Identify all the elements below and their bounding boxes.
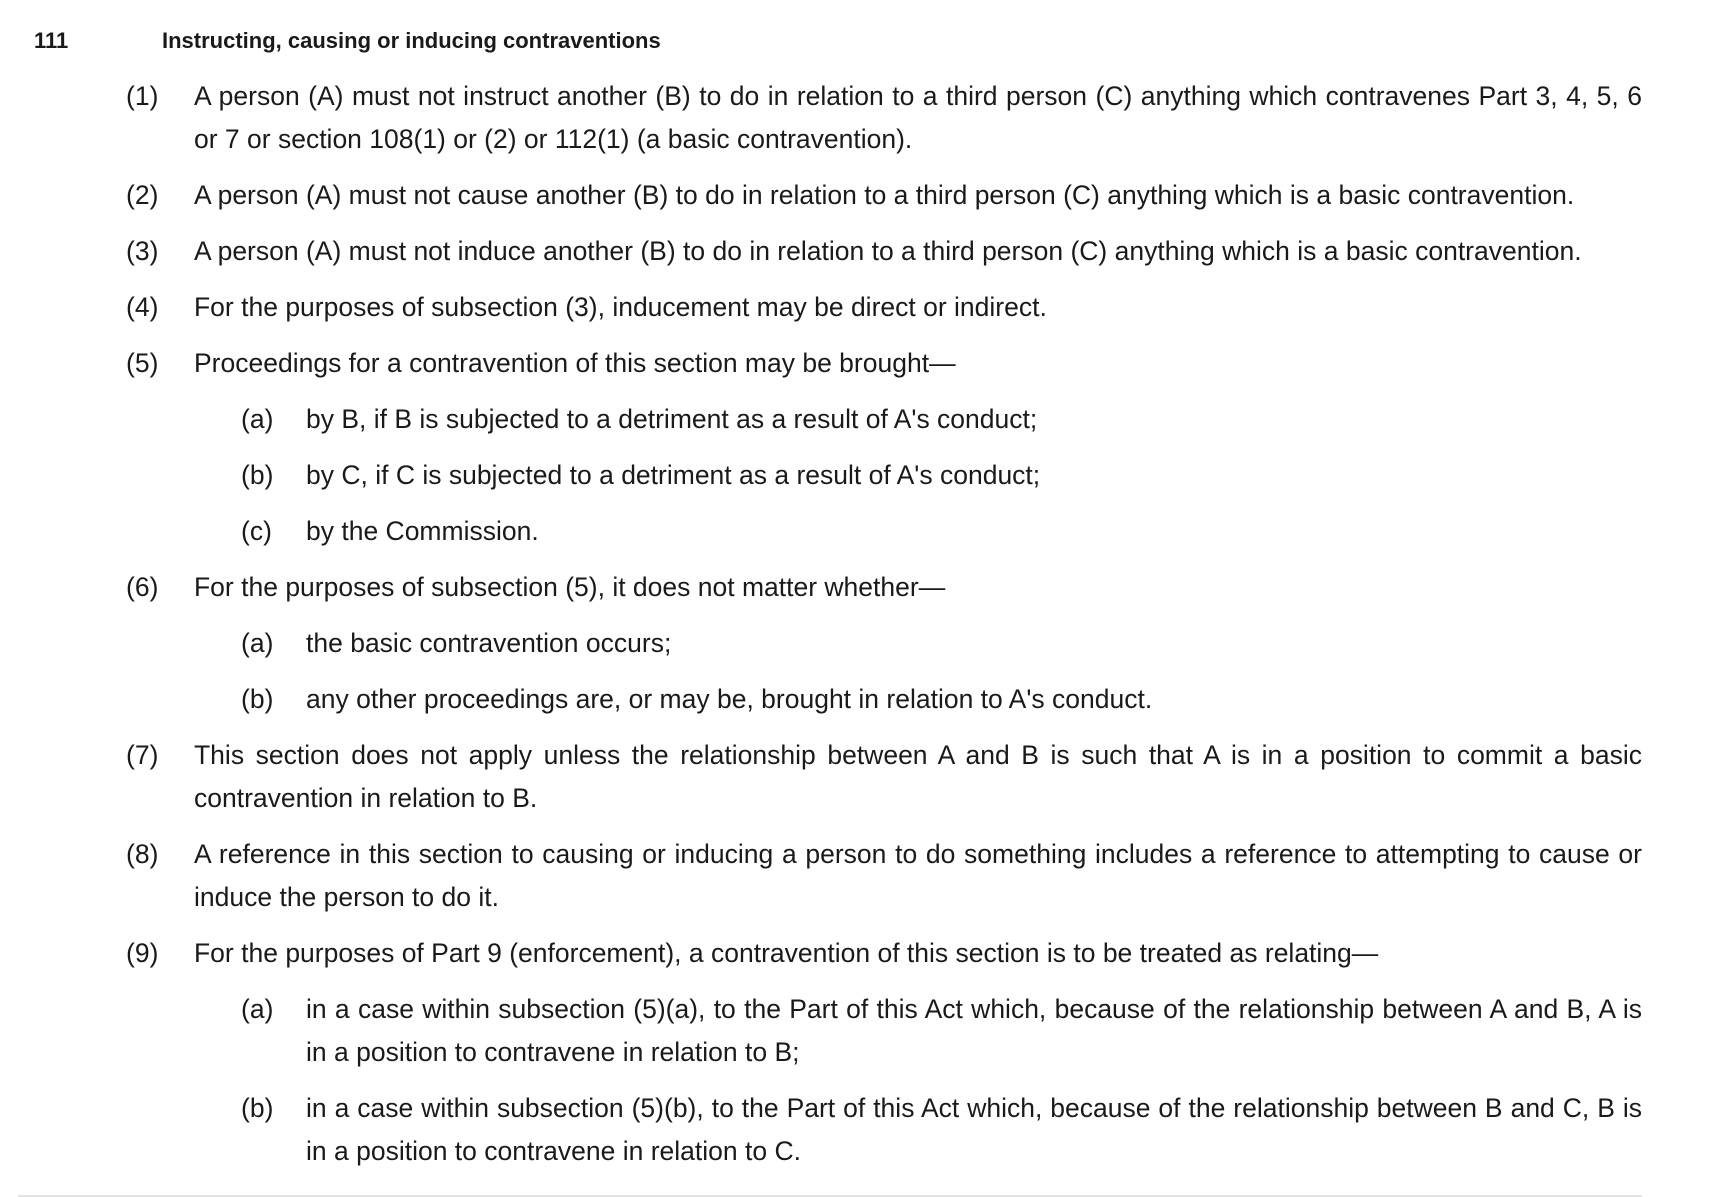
paragraph-text: in a case within subsection (5)(a), to the Part of this Act which, because of the relationship between A and B, A is in a position to contravene in relation to B; xyxy=(306,994,1642,1067)
subsection-number: (3) xyxy=(126,236,159,266)
subsection xyxy=(126,230,1642,273)
section-heading xyxy=(34,26,1634,56)
subsection xyxy=(126,932,1642,975)
subsection-text: For the purposes of Part 9 (enforcement), a contravention of this section is to be treated as relating— xyxy=(194,938,1379,968)
provisions-list xyxy=(126,75,1642,1186)
subsection xyxy=(126,342,1642,385)
subsection xyxy=(126,286,1642,329)
paragraph xyxy=(126,622,1642,665)
subsection-number: (2) xyxy=(126,180,159,210)
subsection xyxy=(126,75,1642,161)
subsection-text: For the purposes of subsection (3), inducement may be direct or indirect. xyxy=(194,292,1047,322)
subsection-text: A person (A) must not instruct another (B) to do in relation to a third person (C) anything which contravenes Part 3, 4, 5, 6 or 7 or section 108(1) or (2) or 112(1) (a basic contravention). xyxy=(194,81,1642,154)
paragraph xyxy=(126,988,1642,1074)
subsection-number: (5) xyxy=(126,348,159,378)
subsection-text: A person (A) must not induce another (B) to do in relation to a third person (C) anything which is a basic contravention. xyxy=(194,236,1582,266)
paragraph xyxy=(126,454,1642,497)
paragraph xyxy=(126,510,1642,553)
section-title: Instructing, causing or inducing contraventions xyxy=(162,28,661,53)
paragraph-letter: (c) xyxy=(241,516,272,546)
subsection-number: (1) xyxy=(126,81,159,111)
paragraph-letter: (a) xyxy=(241,628,274,658)
paragraph-letter: (a) xyxy=(241,404,274,434)
subsection xyxy=(126,734,1642,820)
section-number: 111 xyxy=(34,28,69,53)
subsection xyxy=(126,566,1642,609)
subsection-number: (7) xyxy=(126,740,159,770)
subsection-text: This section does not apply unless the relationship between A and B is such that A is in a position to commit a basic contravention in relation to B. xyxy=(194,740,1642,813)
paragraph-letter: (b) xyxy=(241,684,274,714)
paragraph-letter: (b) xyxy=(241,460,274,490)
paragraph-text: the basic contravention occurs; xyxy=(306,628,672,658)
subsection-number: (6) xyxy=(126,572,159,602)
subsection-number: (8) xyxy=(126,839,159,869)
subsection-text: Proceedings for a contravention of this section may be brought— xyxy=(194,348,956,378)
paragraph xyxy=(126,678,1642,721)
paragraph-text: by the Commission. xyxy=(306,516,539,546)
subsection-text: A person (A) must not cause another (B) to do in relation to a third person (C) anything which is a basic contravention. xyxy=(194,180,1575,210)
subsection-number: (4) xyxy=(126,292,159,322)
paragraph-letter: (a) xyxy=(241,994,274,1024)
subsection-text: A reference in this section to causing or inducing a person to do something includes a reference to attempting to cause or induce the person to do it. xyxy=(194,839,1642,912)
paragraph-text: by C, if C is subjected to a detriment as a result of A's conduct; xyxy=(306,460,1041,490)
paragraph xyxy=(126,1087,1642,1173)
paragraph-letter: (b) xyxy=(241,1093,274,1123)
paragraph-text: by B, if B is subjected to a detriment as a result of A's conduct; xyxy=(306,404,1038,434)
subsection-number: (9) xyxy=(126,938,159,968)
subsection xyxy=(126,833,1642,919)
paragraph-text: in a case within subsection (5)(b), to the Part of this Act which, because of the relationship between B and C, B is in a position to contravene in relation to C. xyxy=(306,1093,1642,1166)
subsection-text: For the purposes of subsection (5), it does not matter whether— xyxy=(194,572,946,602)
subsection xyxy=(126,174,1642,217)
paragraph xyxy=(126,398,1642,441)
paragraph-text: any other proceedings are, or may be, brought in relation to A's conduct. xyxy=(306,684,1153,714)
